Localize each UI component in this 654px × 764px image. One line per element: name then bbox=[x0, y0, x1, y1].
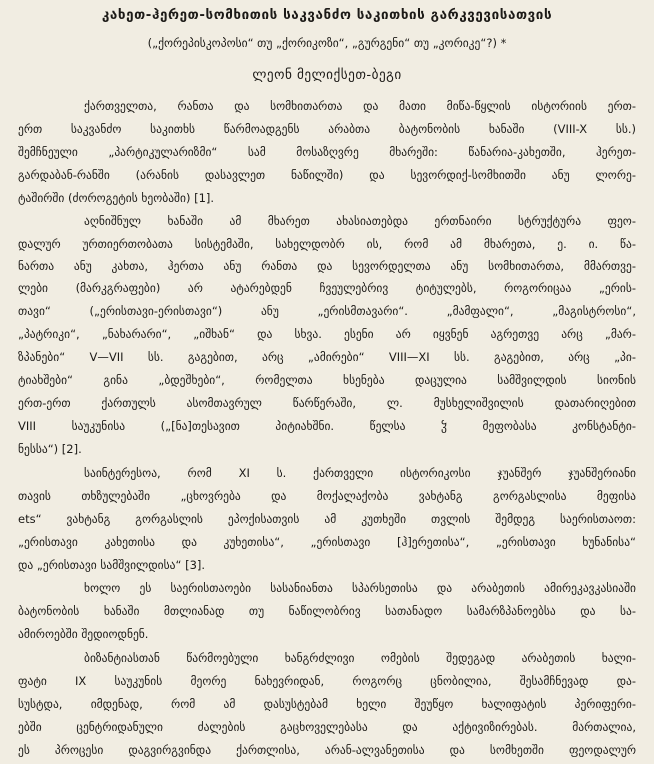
body-line: თავის თხზულებაში „ცხოვრება და მოქალაქობა ვახტანგ გორგასლისა მეფისა bbox=[18, 489, 636, 503]
body-line: სუსტდა, იმდენად, რომ ამ დასუსტებამ ხელი შეუწყო ხალიფატის პერიფერი- bbox=[18, 697, 636, 711]
body-line: ებში ცენტრიდანული ძალების გაცხოველებასა და აქტივიზირებას. მართალია, bbox=[18, 720, 636, 734]
body-line: „ერისთავი კახეთისა და კუხეთისა“, „ერისთავი [ჰ]ერეთისა“, „ერისთავი ხუნანისა“ bbox=[18, 535, 636, 549]
body-line: VIII საუკუნისა („[ნა]თესავით პიტიახშნი. წელსა ჴ მეფობასა კონსტანტი- bbox=[18, 419, 636, 433]
body-line: და „ერისთავი სამშვილდისა“ [3]. bbox=[18, 558, 206, 572]
body-line: ბატონობის ხანაში მთლიანად თუ ნაწილობრივ სათანადო სამარზპანოებსა და სა- bbox=[18, 604, 636, 618]
body-line: გარდაბან-რანში (არანის დასავლეთ ნაწილში) და სევორდიქ-სომხითში ანუ ლორე- bbox=[18, 168, 636, 182]
body-line: ქართველთა, რანთა და სომხითართა და მათი მიწა-წყლის ისტორიის ერთ- bbox=[84, 99, 636, 113]
body-line: ტაშირში (ძოროგეტის ხეობაში) [1]. bbox=[18, 191, 215, 205]
body-line: ნესსა“) [2]. bbox=[18, 442, 82, 456]
body-line: აღნიშნულ ხანაში ამ მხარეთ ახასიათებდა ერთნაირი სტრუქტურა ფეო- bbox=[84, 214, 636, 228]
body-line: ამიროებში შედიოდნენ. bbox=[18, 627, 149, 641]
article-title: კახეთ-ჰერეთ-სომხითის საკვანძო საკითხის გარკვევისათვის bbox=[101, 8, 553, 23]
body-line: შემჩნეული „პარტიკულარიზმი“ სამ მოსაზღვრე მხარეში: წანარია-კახეთში, ჰერეთ- bbox=[18, 145, 636, 159]
body-line: ნართა ანუ კახთა, ჰერთა ანუ რანთა და სევორდელთა ანუ სომხითართა, მმართვე- bbox=[18, 259, 636, 273]
body-line: ეს პროცესი დაგვირგვინდა ქართლისა, არან-ალვანეთისა და სომხეთში ფეოდალურ bbox=[18, 743, 636, 757]
body-line: ტიახშები“ გინა „ბდეშხები“, რომელთა ხსენება დაცულია სამშვილდის სიონის bbox=[18, 373, 636, 387]
body-line: ბიზანტიასთან წარმოებული ხანგრძლივი ომების შედეგად არაბეთის ხალი- bbox=[84, 651, 636, 665]
body-line: თავი“ („ერისთავი-ერისთავი“) ანუ „ერისმთავარი“. „მამფალი“, „მაგისტროსი“, bbox=[18, 304, 636, 318]
body-line: ets“ ვახტანგ გორგასლის ეპოქისათვის ამ კუთხეში თვლის შემდეგ საერისთაოთ: bbox=[18, 512, 636, 526]
body-line: ზპანები“ V—VII სს. გაგებით, არც „ამირები“ VIII—XI სს. გაგებით, არც „პი- bbox=[18, 350, 636, 364]
body-line: ხოლო ეს საერისთაოები სასანიანთა სპარსეთისა და არაბეთის ამირეკავკასიაში bbox=[84, 581, 636, 595]
body-line: „პატრიკი“, „ნახარარი“, „იშხან“ და სხვა. ესენი არ იყვნენ აგრეთვე არც „მარ- bbox=[18, 327, 636, 341]
body-line: ლები (მარკგრაფები) არ ატარებდენ ჩვეულებრივ ტიტულებს, როგორიცაა „ერის- bbox=[18, 281, 636, 295]
body-line: ერთ საკვანძო საკითხს წარმოადგენს არაბთა ბატონობის ხანაში (VIII-X სს.) bbox=[18, 122, 636, 136]
body-line: ფატი IX საუკუნის მეორე ნახევრიდან, როგორც ცნობილია, შესამჩნევად და- bbox=[18, 674, 636, 688]
article-author: ლეონ მელიქსეთ-ბეგი bbox=[252, 68, 402, 83]
body-line: დალურ ურთიერთობათა სისტემაში, სახელდობრ ის, რომ ამ მხარეთა, ე. ი. წა- bbox=[18, 237, 636, 251]
body-line: ერთ-ერთ ქართულს ასომთავრულ წარწერაში, ლ. მუსხელიშვილის დათარიღებით bbox=[18, 396, 636, 410]
body-line: საინტერესოა, რომ XI ს. ქართველი ისტორიკოსი ჯუანშერ ჯუანშერიანი bbox=[84, 466, 636, 480]
article-subtitle: („ქორეპისკოპოსი“ თუ „ქორიკოზი“, „გურგენი“ თუ „კორიკე“?) * bbox=[147, 36, 507, 50]
